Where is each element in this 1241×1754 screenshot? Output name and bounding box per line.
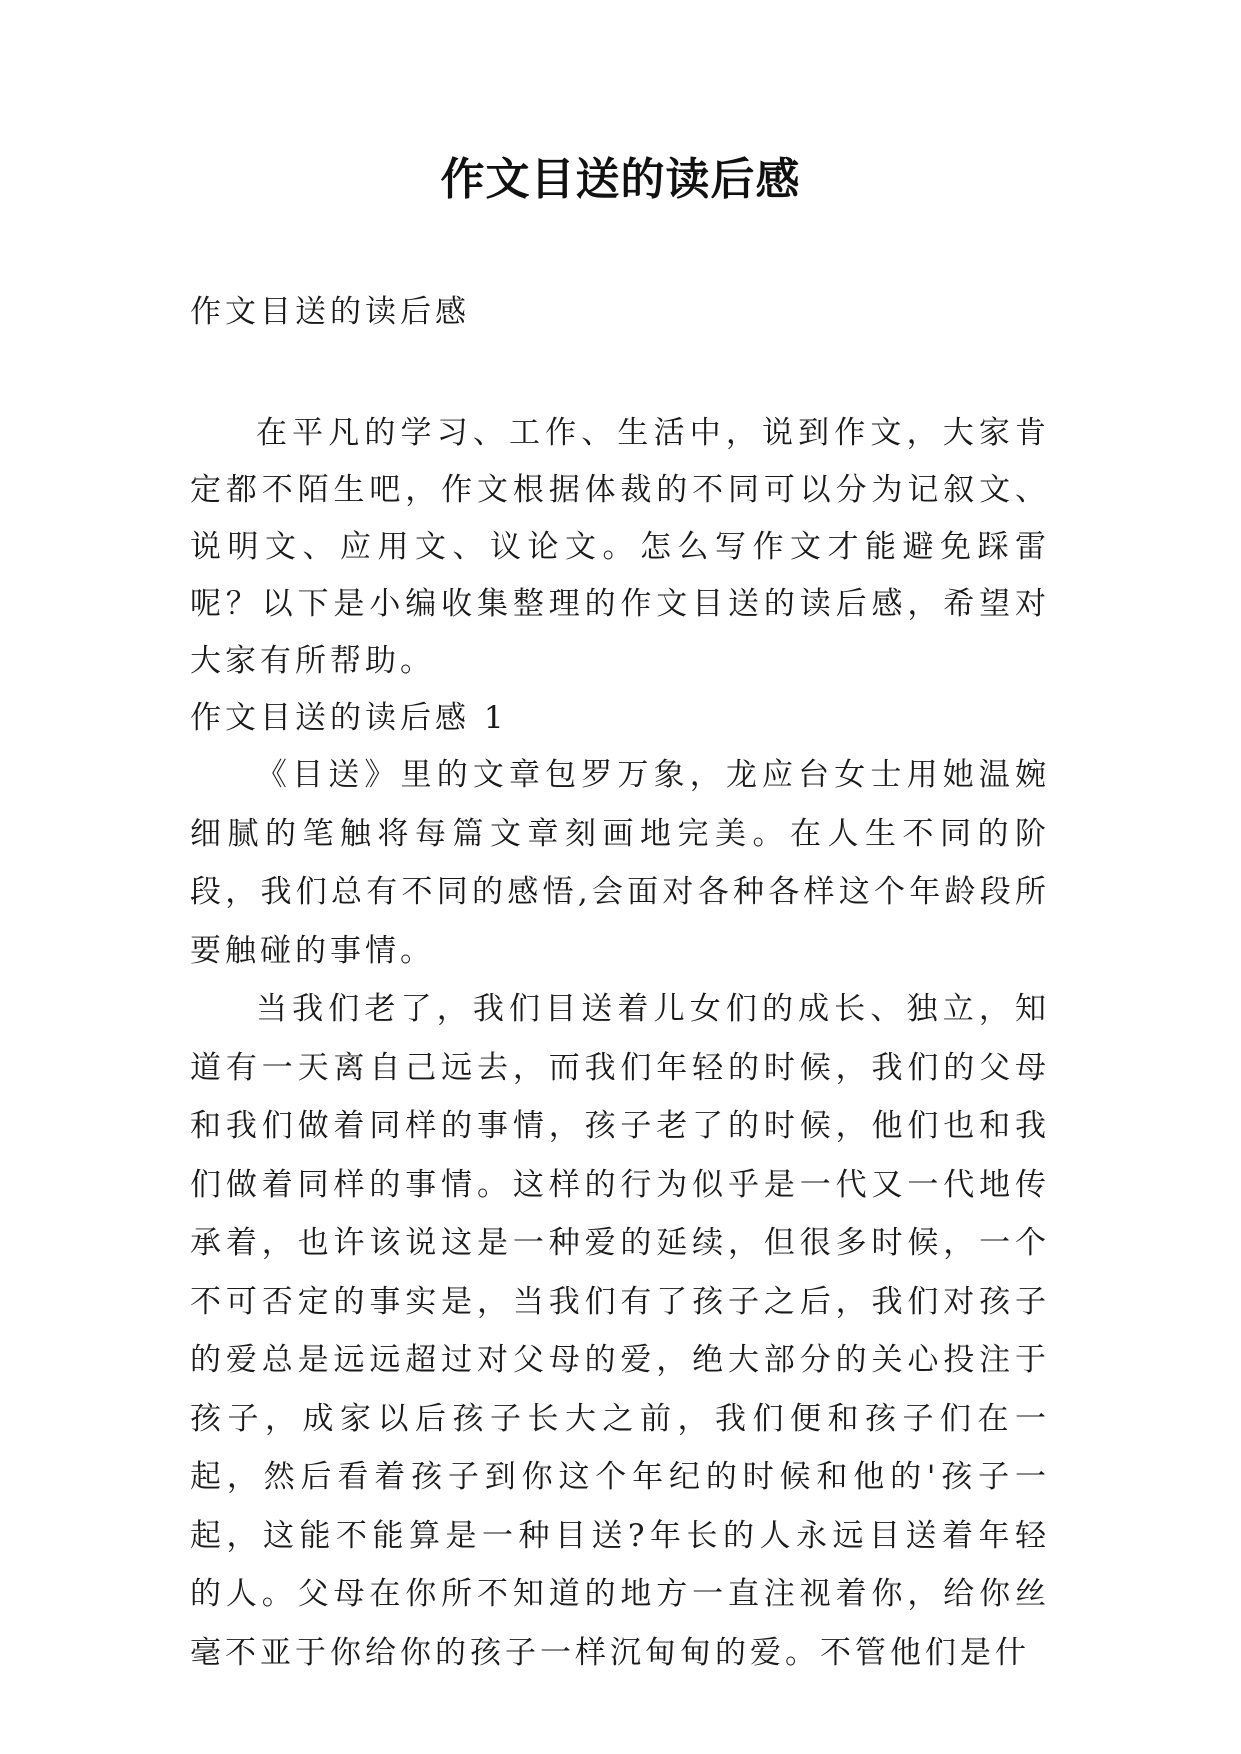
document-title: 作文目送的读后感 bbox=[440, 154, 801, 205]
essay-paragraph: 《目送》里的文章包罗万象，龙应台女士用她温婉细腻的笔触将每篇文章刻画地完美。在人生不同的阶段，我们总有不同的感悟,会面对各种各样这个年龄段所要触碰的事情。 bbox=[190, 757, 1050, 969]
section-heading: 作文目送的读后感 1 bbox=[190, 700, 508, 736]
essay-paragraph: 当我们老了，我们目送着儿女们的成长、独立，知道有一天离自己远去，而我们年轻的时候，我们的父母和我们做着同样的事情，孩子老了的时候，他们也和我们做着同样的事情。这样的行为似乎是一代又一代地传承着，也许该说这是一种爱的延续，但很多时候，一个不可否定的事实是，当我们有了孩子之后，我们对孩子的爱总是远远超过对父母的爱，绝大部分的关心投注于孩子，成家以后孩子长大之前，我们便和孩子们在一起，然后看着孩子到你这个年纪的时候和他的'孩子一起，这能不能算是一种目送?年长的人永远目送着年轻的人。父母在你所不知道的地方一直注视着你，给你丝毫不亚于你给你的孩子一样沉甸甸的爱。不管他们是什 bbox=[190, 991, 1050, 1671]
document-subtitle: 作文目送的读后感 bbox=[190, 294, 470, 330]
intro-paragraph: 在平凡的学习、工作、生活中，说到作文，大家肯定都不陌生吧，作文根据体裁的不同可以分为记叙文、说明文、应用文、议论文。怎么写作文才能避免踩雷呢？以下是小编收集整理的作文目送的读后感，希望对大家有所帮助。 bbox=[190, 415, 1050, 679]
essay-body bbox=[190, 746, 1050, 1682]
